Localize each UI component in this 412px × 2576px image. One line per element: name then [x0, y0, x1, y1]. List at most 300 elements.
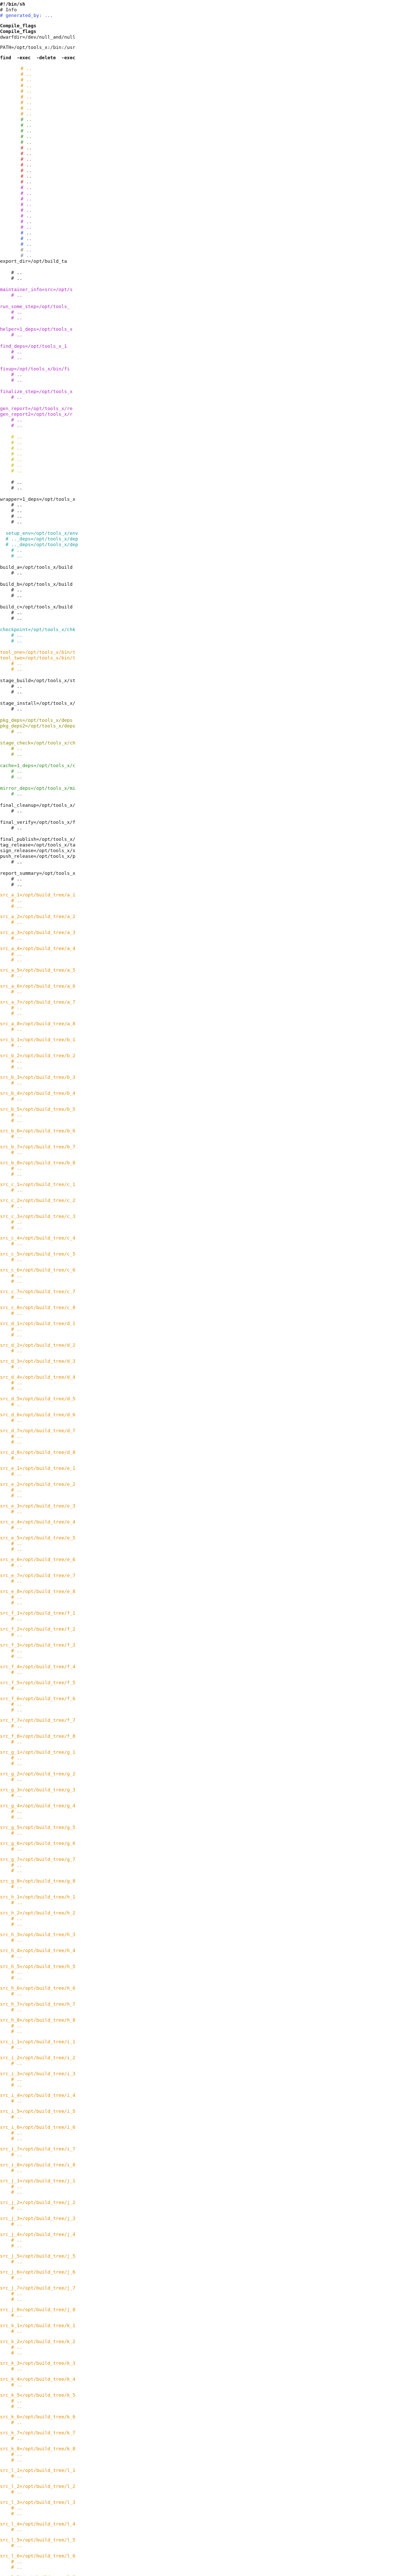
code-line: # .. — [0, 520, 23, 525]
code-line: checkpoint=/opt/tools_x/chk — [0, 628, 76, 633]
spacer — [0, 1478, 412, 1482]
code-line: # .. — [0, 372, 23, 378]
spacer — [0, 2228, 412, 2232]
source-entry: src_d_4=/opt/build_tree/d_4 — [0, 1375, 76, 1380]
comment-line: # .. — [0, 2024, 23, 2029]
code-block — [0, 66, 412, 117]
spacer — [0, 2549, 412, 2554]
source-entry: src_h_1=/opt/build_tree/h_1 — [0, 1895, 76, 1900]
spacer — [0, 2357, 412, 2361]
code-line: # .. — [0, 435, 23, 440]
comment-line: # .. — [0, 1617, 23, 1622]
comment-line: # .. — [0, 1847, 23, 1852]
comment-line: # .. — [0, 974, 23, 979]
code-block — [0, 259, 412, 282]
code-block — [0, 713, 412, 758]
code-line: # .. — [0, 554, 23, 559]
comment-line: # .. — [0, 2276, 23, 2281]
code-line: # .. — [0, 809, 23, 814]
source-entry: src_h_8=/opt/build_tree/h_8 — [0, 2018, 76, 2023]
source-entry: src_e_3=/opt/build_tree/e_3 — [0, 1504, 76, 1509]
source-entry: src_c_8=/opt/build_tree/c_8 — [0, 1306, 76, 1311]
code-blocks — [0, 66, 412, 888]
spacer — [0, 1285, 412, 1290]
source-entry: src_e_6=/opt/build_tree/e_6 — [0, 1557, 76, 1563]
source-entry: src_a_5=/opt/build_tree/a_5 — [0, 968, 76, 973]
comment-line: # .. — [0, 1917, 23, 1922]
spacer — [0, 1714, 412, 1718]
code-line — [0, 560, 103, 565]
comment-line: # .. — [0, 1831, 23, 1836]
code-line: # .. — [0, 333, 23, 338]
code-line: # .. — [0, 826, 23, 831]
comment-line: # .. — [0, 1295, 23, 1300]
comment-line: # .. — [0, 1172, 23, 1177]
code-line: wrapper=1_deps=/opt/tools_x — [0, 497, 76, 502]
code-line — [0, 735, 103, 741]
code-line: finalize_step=/opt/tools_x — [0, 389, 73, 395]
header-line-2: # Info — [0, 8, 17, 13]
settings-line: dwarfdir=/dev/null_and/null — [0, 35, 76, 40]
code-line — [0, 321, 103, 327]
comment-line: # .. — [0, 2313, 23, 2318]
comment-line: # .. — [0, 1740, 23, 1745]
source-entry: src_a_1=/opt/build_tree/a_1 — [0, 893, 76, 898]
code-line — [0, 282, 103, 287]
spacer — [0, 1531, 412, 1536]
comment-line: # .. — [0, 1011, 23, 1016]
comment-line: # .. — [0, 1434, 23, 1439]
source-entry: src_b_1=/opt/build_tree/b_1 — [0, 1038, 76, 1043]
spacer — [0, 1247, 412, 1252]
code-line: push_release=/opt/tools_x/p — [0, 854, 76, 859]
code-line: fixup=/opt/tools_x/bin/fi — [0, 367, 70, 372]
code-line: # .. — [21, 219, 32, 225]
code-block — [0, 526, 412, 560]
comment-line: # .. — [0, 1863, 23, 1868]
comment-line: # .. — [0, 1488, 23, 1493]
spacer — [0, 1263, 412, 1268]
code-block — [0, 560, 412, 622]
spacer — [0, 2281, 412, 2286]
source-entry: src_d_6=/opt/build_tree/d_6 — [0, 1413, 76, 1418]
code-block — [0, 474, 412, 526]
source-entry: src_i_7=/opt/build_tree/i_7 — [0, 2147, 76, 2152]
code-line: # .. — [21, 180, 32, 185]
code-line: # .. — [0, 276, 23, 281]
code-line: # .. — [21, 168, 32, 174]
comment-line: # .. — [0, 1869, 23, 1874]
code-block — [0, 758, 412, 798]
code-line: # .. — [21, 89, 32, 94]
comment-line: # .. — [0, 2297, 23, 2302]
code-block — [0, 429, 412, 474]
code-line — [0, 798, 103, 803]
source-entry: src_k_7=/opt/build_tree/k_7 — [0, 2431, 76, 2436]
comment-line: # .. — [0, 1204, 23, 1209]
code-line: # .. — [21, 106, 32, 111]
code-line — [0, 577, 103, 582]
source-entry: src_f_6=/opt/build_tree/f_6 — [0, 1697, 76, 1702]
comment-line: # .. — [0, 2399, 23, 2404]
code-line — [0, 299, 103, 304]
comment-line: # .. — [0, 1922, 23, 1927]
code-line: # .. — [0, 690, 23, 695]
spacer — [0, 1821, 412, 1825]
spacer — [0, 910, 412, 914]
comment-line: # .. — [0, 920, 23, 925]
source-entry: src_e_1=/opt/build_tree/e_1 — [0, 1466, 76, 1471]
spacer — [0, 1071, 412, 1075]
section-title-a: Compile_flags — [0, 24, 37, 29]
code-line: # .. — [0, 509, 23, 514]
spacer — [0, 1783, 412, 1788]
spacer — [0, 2105, 412, 2109]
source-entry: src_g_2=/opt/build_tree/g_2 — [0, 1772, 76, 1777]
comment-line: # .. — [0, 1279, 23, 1284]
spacer — [0, 1124, 412, 1129]
spacer — [0, 51, 412, 56]
source-entry: src_h_4=/opt/build_tree/h_4 — [0, 1948, 76, 1954]
source-entry: src_k_4=/opt/build_tree/k_4 — [0, 2377, 76, 2382]
code-line: tag_release=/opt/tools_x/ta — [0, 843, 76, 848]
code-line — [0, 645, 103, 650]
source-entry: src_j_6=/opt/build_tree/j_6 — [0, 2270, 76, 2275]
comment-line: # .. — [0, 1220, 23, 1225]
code-line: tool_one=/opt/tools_x/bin/t — [0, 650, 76, 655]
comment-line: # .. — [0, 2168, 23, 2174]
source-entry: src_e_2=/opt/build_tree/e_2 — [0, 1482, 76, 1487]
source-entry: src_c_1=/opt/build_tree/c_1 — [0, 1182, 76, 1188]
comment-line: # .. — [0, 1365, 23, 1370]
source-entry: src_i_3=/opt/build_tree/i_3 — [0, 2072, 76, 2077]
spacer — [0, 1317, 412, 1321]
code-line: # .. — [21, 208, 32, 213]
comment-line: # .. — [0, 2029, 23, 2035]
code-line: # .. — [0, 446, 23, 451]
comment-line: # .. — [0, 1595, 23, 1600]
code-line: # .. — [0, 594, 23, 599]
comment-line: # .. — [0, 2260, 23, 2265]
code-line: report_summary=/opt/tools_x — [0, 871, 76, 876]
spacer — [0, 1606, 412, 1611]
source-entry: src_h_5=/opt/build_tree/h_5 — [0, 1964, 76, 1970]
comment-line: # .. — [0, 1166, 23, 1172]
spacer — [0, 1676, 412, 1681]
spacer — [0, 1890, 412, 1895]
header-line-3: # generated_by: ... — [0, 13, 53, 19]
code-line: gen_report=/opt/tools_x/re — [0, 406, 73, 412]
source-entry: src_b_3=/opt/build_tree/b_3 — [0, 1075, 76, 1080]
comment-line: # .. — [0, 1188, 23, 1193]
code-line: # .. — [21, 66, 32, 72]
code-line: # .. — [0, 469, 23, 474]
comment-line: # .. — [0, 2184, 23, 2190]
spacer — [0, 1194, 412, 1198]
code-block — [0, 282, 412, 321]
comment-line: # .. — [0, 2099, 23, 2104]
code-line: # .. — [21, 112, 32, 117]
source-entry: src_c_3=/opt/build_tree/c_3 — [0, 1214, 76, 1219]
comment-line: # .. — [0, 1402, 23, 1408]
code-line: # .. — [0, 457, 23, 463]
comment-line: # .. — [0, 1027, 23, 1032]
code-line — [0, 429, 103, 435]
code-line: # .. — [21, 214, 32, 219]
spacer — [0, 1499, 412, 1504]
source-entry: src_f_7=/opt/build_tree/f_7 — [0, 1718, 76, 1723]
code-line — [0, 401, 103, 406]
comment-line: # .. — [0, 2292, 23, 2297]
source-entry: src_l_5=/opt/build_tree/l_5 — [0, 2538, 76, 2543]
comment-line: # .. — [0, 2436, 23, 2442]
spacer — [0, 2372, 412, 2377]
source-entry: src_a_2=/opt/build_tree/a_2 — [0, 914, 76, 920]
code-line: # .. — [0, 747, 23, 752]
code-block — [0, 361, 412, 429]
code-line: # .. — [0, 548, 23, 553]
code-line: # .. — [0, 514, 23, 519]
source-entry: src_l_4=/opt/build_tree/l_4 — [0, 2522, 76, 2527]
comment-line: # .. — [0, 1113, 23, 1118]
comment-line: # .. — [0, 1134, 23, 1140]
comment-line: # .. — [0, 2222, 23, 2227]
source-entry: src_a_4=/opt/build_tree/a_4 — [0, 946, 76, 952]
code-line: # .. — [0, 463, 23, 468]
source-entry: src_f_4=/opt/build_tree/f_4 — [0, 1665, 76, 1670]
source-entry: src_b_4=/opt/build_tree/b_4 — [0, 1091, 76, 1096]
code-line: # .. — [0, 440, 23, 446]
code-line: # .. — [0, 792, 23, 797]
source-entry: src_j_4=/opt/build_tree/j_4 — [0, 2232, 76, 2238]
code-line: # .. — [21, 134, 32, 140]
code-line: tool_two=/opt/tools_x/bin/t — [0, 656, 76, 661]
source-entry: src_i_8=/opt/build_tree/i_8 — [0, 2163, 76, 2168]
spacer — [0, 1392, 412, 1397]
comment-line: # .. — [0, 2560, 23, 2565]
spacer — [0, 1960, 412, 1964]
comment-line: # .. — [0, 1901, 23, 1906]
code-line: # .. — [0, 707, 23, 712]
source-entry: src_k_2=/opt/build_tree/k_2 — [0, 2340, 76, 2345]
code-line: # .. — [21, 248, 32, 253]
comment-line: # .. — [0, 2544, 23, 2549]
source-entry: src_j_3=/opt/build_tree/j_3 — [0, 2216, 76, 2222]
comment-line: # .. — [0, 1242, 23, 1247]
code-line: sign_release=/opt/tools_x/s — [0, 849, 76, 854]
spacer — [0, 2464, 412, 2468]
comment-line: # .. — [0, 1274, 23, 1279]
comment-line: # .. — [0, 1349, 23, 1354]
source-entry: src_d_5=/opt/build_tree/d_5 — [0, 1397, 76, 1402]
code-line: stage_install=/opt/tools_x/ — [0, 701, 76, 706]
spacer — [0, 2533, 412, 2538]
code-line — [0, 526, 103, 531]
code-line: build_c=/opt/tools_x/build — [0, 605, 73, 610]
spacer — [0, 1622, 412, 1627]
source-entry: src_h_7=/opt/build_tree/h_7 — [0, 2002, 76, 2007]
source-entry: src_f_1=/opt/build_tree/f_1 — [0, 1611, 76, 1616]
source-entry: src_k_6=/opt/build_tree/k_6 — [0, 2415, 76, 2420]
code-line: final_publish=/opt/tools_x/ — [0, 837, 76, 842]
section-title-b: Compile_flags — [0, 29, 37, 35]
comment-line: # .. — [0, 2565, 23, 2570]
comment-line: # .. — [0, 936, 23, 941]
spacer — [0, 2319, 412, 2324]
spacer — [0, 2121, 412, 2125]
comment-line: # .. — [0, 2190, 23, 2195]
spacer — [0, 2496, 412, 2500]
comment-line: # .. — [0, 1654, 23, 1659]
code-block — [0, 146, 412, 185]
source-entry: src_e_7=/opt/build_tree/e_7 — [0, 1573, 76, 1579]
spacer — [0, 2035, 412, 2040]
code-line: # .. — [0, 310, 23, 315]
code-line: # .. — [21, 157, 32, 162]
code-line: cache=1_deps=/opt/tools_x/c — [0, 764, 76, 769]
comment-line: # .. — [0, 2115, 23, 2120]
comment-line: # .. — [0, 2512, 23, 2517]
code-line — [0, 338, 103, 344]
comment-line: # .. — [0, 2345, 23, 2350]
spacer — [0, 2517, 412, 2522]
code-line: # .. — [0, 571, 23, 576]
code-line: find_deps=/opt/tools_x_1 — [0, 344, 67, 349]
source-entry: src_f_2=/opt/build_tree/f_2 — [0, 1627, 76, 1632]
code-line — [0, 265, 103, 270]
comment-line: # .. — [0, 899, 23, 904]
source-entry: src_c_7=/opt/build_tree/c_7 — [0, 1290, 76, 1295]
code-line: # .. — [0, 503, 23, 508]
spacer — [0, 19, 412, 24]
comment-line: # .. — [0, 1579, 23, 1584]
code-line: # .. — [0, 611, 23, 616]
code-line: run_some_step=/opt/tools_ — [0, 304, 70, 310]
code-line: # .. — [0, 860, 23, 865]
code-line: # .. — [21, 78, 32, 83]
spacer — [0, 1767, 412, 1772]
code-line: # .. — [21, 129, 32, 134]
comment-line: # .. — [0, 990, 23, 995]
code-line: # .. — [0, 667, 23, 672]
source-entries — [0, 888, 412, 2576]
source-entry: src_e_8=/opt/build_tree/e_8 — [0, 1589, 76, 1595]
comment-line: # .. — [0, 1065, 23, 1070]
source-entry: src_a_8=/opt/build_tree/a_8 — [0, 1022, 76, 1027]
code-line: # .. — [21, 100, 32, 106]
comment-line: # .. — [0, 2329, 23, 2334]
code-line: # .. — [21, 225, 32, 230]
spacer — [0, 2426, 412, 2431]
comment-line: # .. — [0, 2458, 23, 2463]
code-line: # .. — [21, 163, 32, 168]
spacer — [0, 1745, 412, 1750]
code-line: # .. — [0, 633, 23, 638]
code-line: # .. — [21, 83, 32, 89]
comment-line: # .. — [0, 1547, 23, 1552]
source-entry: src_k_8=/opt/build_tree/k_8 — [0, 2447, 76, 2452]
source-entry: src_k_3=/opt/build_tree/k_3 — [0, 2361, 76, 2366]
source-entry: src_l_2=/opt/build_tree/l_2 — [0, 2484, 76, 2489]
comment-line: # .. — [0, 2506, 23, 2511]
comment-line: # .. — [0, 1081, 23, 1086]
spacer — [0, 1997, 412, 2002]
comment-line: # .. — [0, 1601, 23, 1606]
code-line: maintainer_info=src=/opt/s — [0, 287, 73, 293]
code-line — [0, 384, 103, 389]
comment-line: # .. — [0, 1702, 23, 1707]
code-line: # .. — [0, 452, 23, 457]
spacer — [0, 2571, 412, 2575]
source-entry: src_l_1=/opt/build_tree/l_1 — [0, 2468, 76, 2473]
source-entry: src_g_1=/opt/build_tree/g_1 — [0, 1750, 76, 1755]
code-line: # .. — [0, 355, 23, 361]
comment-line: # .. — [0, 2131, 23, 2136]
comment-line: # .. — [0, 2206, 23, 2211]
spacer — [0, 1408, 412, 1413]
code-line: # .. — [0, 423, 23, 429]
spacer — [0, 1799, 412, 1804]
code-line: # .. — [0, 588, 23, 593]
code-line: # .. — [0, 684, 23, 689]
path-line: PATH=/opt/tools_x:/bin:/usr — [0, 45, 76, 50]
file-header — [0, 2, 412, 61]
comment-line: # .. — [0, 2153, 23, 2158]
source-entry: src_b_5=/opt/build_tree/b_5 — [0, 1107, 76, 1112]
source-entry: src_h_3=/opt/build_tree/h_3 — [0, 1933, 76, 1938]
code-line — [0, 832, 103, 837]
spacer — [0, 1853, 412, 1857]
source-entry: src_g_7=/opt/build_tree/g_7 — [0, 1857, 76, 1862]
code-line: build_b=/opt/tools_x/build — [0, 582, 73, 587]
spacer — [0, 2265, 412, 2270]
code-line: pkg_deps=/opt/tools_x/deps — [0, 718, 73, 723]
comment-line: # .. — [0, 1494, 23, 1499]
comment-line: # .. — [0, 1333, 23, 1338]
code-line: # .. — [21, 151, 32, 157]
source-entry: src_j_1=/opt/build_tree/j_1 — [0, 2179, 76, 2184]
source-entry: src_j_5=/opt/build_tree/j_5 — [0, 2254, 76, 2259]
comment-line: # .. — [0, 2383, 23, 2388]
spacer — [0, 2480, 412, 2484]
spacer — [0, 1638, 412, 1643]
source-entry: src_c_2=/opt/build_tree/c_2 — [0, 1198, 76, 1204]
code-line: # .. — [0, 662, 23, 667]
source-entry: src_i_2=/opt/build_tree/i_2 — [0, 2056, 76, 2061]
code-line: # .. — [21, 95, 32, 100]
comment-line: # .. — [0, 1686, 23, 1691]
code-line: stage_build=/opt/tools_x/st — [0, 679, 76, 684]
code-line: # .. — [21, 146, 32, 151]
code-line: # .. — [0, 730, 23, 735]
code-line — [0, 673, 103, 679]
spacer — [0, 1981, 412, 1986]
spacer — [0, 2158, 412, 2163]
source-entry: src_k_5=/opt/build_tree/k_5 — [0, 2393, 76, 2398]
code-line: # .. — [21, 123, 32, 128]
code-line: # .. — [0, 616, 23, 621]
header-line-1: #!/bin/sh — [0, 2, 25, 7]
comment-line: # .. — [0, 2528, 23, 2533]
code-line: build_a=/opt/tools_x/build — [0, 565, 73, 570]
list-header: find -exec -delete -exec — [0, 56, 76, 61]
source-entry: src_j_8=/opt/build_tree/j_8 — [0, 2308, 76, 2313]
code-line: stage_check=/opt/tools_x/ch — [0, 741, 76, 746]
spacer — [0, 2089, 412, 2093]
code-line: # .. — [0, 486, 23, 491]
spacer — [0, 41, 412, 45]
spacer — [0, 1660, 412, 1665]
